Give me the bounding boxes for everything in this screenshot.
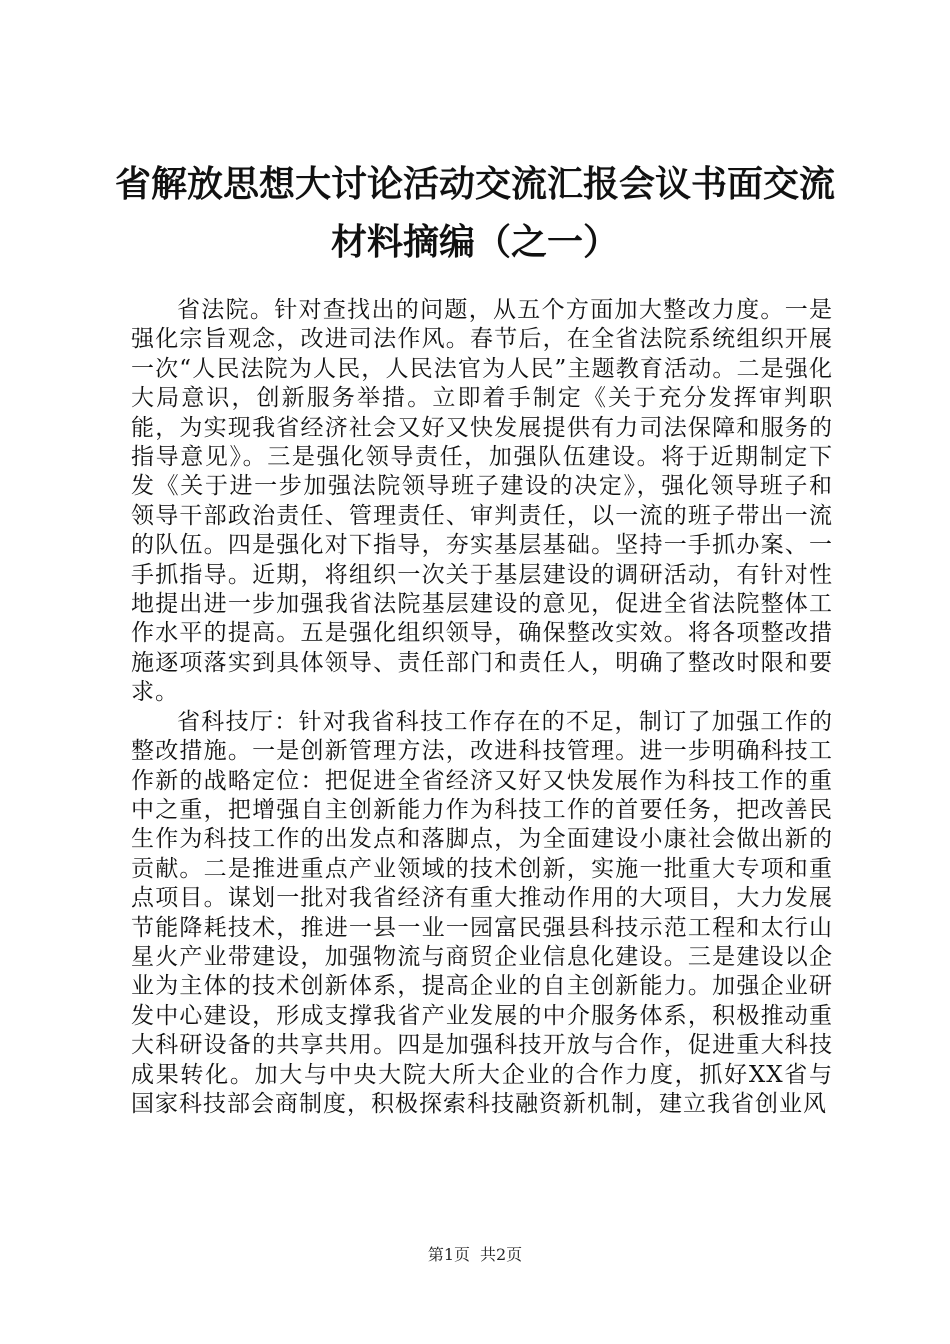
document-title-line-2: 材料摘编（之一） [330, 221, 619, 263]
document-body [131, 296, 833, 1119]
paragraph-court: 省法院。针对查找出的问题，从五个方面加大整改力度。一是强化宗旨观念，改进司法作风。春节后，在全省法院系统组织开展一次“人民法院为人民，人民法官为人民”主题教育活动。二是强化大局意识，创新服务举措。立即着手制定《关于充分发挥审判职能，为实现我省经济社会又好又快发展提供有力司法保障和服务的指导意见》。三是强化领导责任，加强队伍建设。将于近期制定下发《关于进一步加强法院领导班子建设的决定》，强化领导班子和领导干部政治责任、管理责任、审判责任，以一流的班子带出一流的队伍。四是强化对下指导，夯实基层基础。坚持一手抓办案、一手抓指导。近期，将组织一次关于基层建设的调研活动，有针对性地提出进一步加强我省法院基层建设的意见，促进全省法院整体工作水平的提高。五是强化组织领导，确保整改实效。将各项整改措施逐项落实到具体领导、责任部门和责任人，明确了整改时限和要求。 [131, 297, 833, 706]
document-title-line-1: 省解放思想大讨论活动交流汇报会议书面交流 [114, 163, 835, 205]
page-total: 共2页 [480, 1245, 523, 1264]
page-number: 第1页 [427, 1245, 470, 1264]
page-footer [0, 1245, 950, 1265]
paragraph-science-dept: 省科技厅：针对我省科技工作存在的不足，制订了加强工作的整改措施。一是创新管理方法，改进科技管理。进一步明确科技工作新的战略定位：把促进全省经济又好又快发展作为科技工作的重中之重，把增强自主创新能力作为科技工作的首要任务，把改善民生作为科技工作的出发点和落脚点，为全面建设小康社会做出新的贡献。二是推进重点产业领域的技术创新，实施一批重大专项和重点项目。谋划一批对我省经济有重大推动作用的大项目，大力发展节能降耗技术，推进一县一业一园富民强县科技示范工程和太行山星火产业带建设，加强物流与商贸企业信息化建设。三是建设以企业为主体的技术创新体系，提高企业的自主创新能力。加强企业研发中心建设，形成支撑我省产业发展的中介服务体系，积极推动重大科研设备的共享共用。四是加强科技开放与合作，促进重大科技成果转化。加大与中央大院大所大企业的合作力度，抓好XX省与国家科技部会商制度，积极探索科技融资新机制，建立我省创业风 [131, 708, 833, 1117]
